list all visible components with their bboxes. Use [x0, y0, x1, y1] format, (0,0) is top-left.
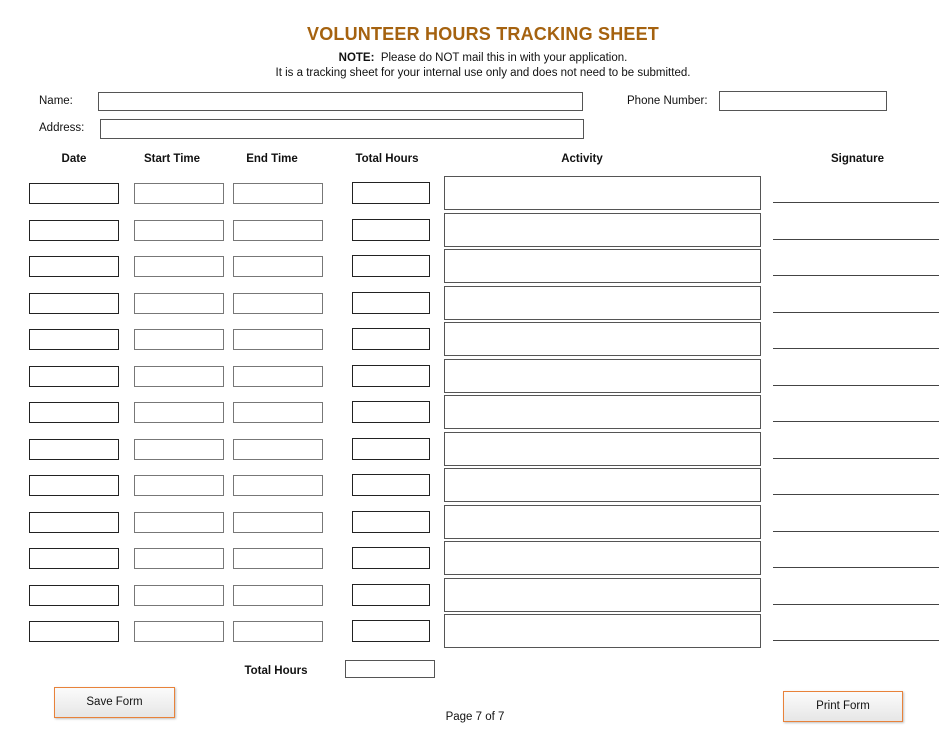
activity-input[interactable]	[444, 395, 761, 429]
start-time-input[interactable]	[134, 366, 224, 387]
start-time-input[interactable]	[134, 585, 224, 606]
signature-line[interactable]	[773, 385, 939, 386]
total-hours-field[interactable]	[345, 660, 435, 678]
total-hours-input[interactable]	[352, 401, 430, 423]
end-time-input[interactable]	[233, 256, 323, 277]
total-hours-label: Total Hours	[244, 665, 308, 677]
end-time-input[interactable]	[233, 329, 323, 350]
date-input[interactable]	[29, 220, 119, 241]
page-title: VOLUNTEER HOURS TRACKING SHEET	[306, 24, 660, 44]
activity-input[interactable]	[444, 176, 761, 210]
signature-line[interactable]	[773, 239, 939, 240]
col-header-date: Date	[61, 153, 87, 165]
start-time-input[interactable]	[134, 475, 224, 496]
end-time-input[interactable]	[233, 585, 323, 606]
signature-line[interactable]	[773, 531, 939, 532]
activity-input[interactable]	[444, 614, 761, 648]
end-time-input[interactable]	[233, 512, 323, 533]
date-input[interactable]	[29, 548, 119, 569]
signature-line[interactable]	[773, 275, 939, 276]
date-input[interactable]	[29, 512, 119, 533]
total-hours-input[interactable]	[352, 438, 430, 460]
start-time-input[interactable]	[134, 621, 224, 642]
total-hours-input[interactable]	[352, 511, 430, 533]
col-header-total-hours: Total Hours	[355, 153, 419, 165]
name-label: Name:	[39, 95, 73, 107]
col-header-signature: Signature	[830, 153, 885, 165]
start-time-input[interactable]	[134, 329, 224, 350]
total-hours-input[interactable]	[352, 620, 430, 642]
end-time-input[interactable]	[233, 548, 323, 569]
activity-input[interactable]	[444, 541, 761, 575]
col-header-activity: Activity	[561, 153, 603, 165]
page-number: Page 7 of 7	[445, 711, 505, 723]
address-label: Address:	[39, 122, 85, 134]
total-hours-input[interactable]	[352, 547, 430, 569]
end-time-input[interactable]	[233, 475, 323, 496]
start-time-input[interactable]	[134, 293, 224, 314]
start-time-input[interactable]	[134, 548, 224, 569]
date-input[interactable]	[29, 366, 119, 387]
activity-input[interactable]	[444, 322, 761, 356]
start-time-input[interactable]	[134, 183, 224, 204]
activity-input[interactable]	[444, 432, 761, 466]
date-input[interactable]	[29, 621, 119, 642]
signature-line[interactable]	[773, 458, 939, 459]
total-hours-input[interactable]	[352, 584, 430, 606]
date-input[interactable]	[29, 256, 119, 277]
date-input[interactable]	[29, 329, 119, 350]
save-form-button[interactable]: Save Form	[54, 687, 175, 718]
note-line-1	[0, 52, 950, 64]
start-time-input[interactable]	[134, 256, 224, 277]
signature-line[interactable]	[773, 348, 939, 349]
signature-line[interactable]	[773, 604, 939, 605]
date-input[interactable]	[29, 402, 119, 423]
total-hours-input[interactable]	[352, 255, 430, 277]
activity-input[interactable]	[444, 286, 761, 320]
signature-line[interactable]	[773, 494, 939, 495]
total-hours-input[interactable]	[352, 182, 430, 204]
date-input[interactable]	[29, 439, 119, 460]
activity-input[interactable]	[444, 505, 761, 539]
date-input[interactable]	[29, 183, 119, 204]
end-time-input[interactable]	[233, 293, 323, 314]
end-time-input[interactable]	[233, 183, 323, 204]
activity-input[interactable]	[444, 578, 761, 612]
signature-line[interactable]	[773, 421, 939, 422]
end-time-input[interactable]	[233, 220, 323, 241]
date-input[interactable]	[29, 475, 119, 496]
col-header-end-time: End Time	[246, 153, 298, 165]
address-field[interactable]	[100, 119, 584, 139]
activity-input[interactable]	[444, 359, 761, 393]
end-time-input[interactable]	[233, 439, 323, 460]
name-field[interactable]	[98, 92, 583, 111]
start-time-input[interactable]	[134, 220, 224, 241]
signature-line[interactable]	[773, 312, 939, 313]
start-time-input[interactable]	[134, 402, 224, 423]
total-hours-input[interactable]	[352, 292, 430, 314]
total-hours-input[interactable]	[352, 365, 430, 387]
print-form-button[interactable]: Print Form	[783, 691, 903, 722]
date-input[interactable]	[29, 585, 119, 606]
activity-input[interactable]	[444, 249, 761, 283]
start-time-input[interactable]	[134, 512, 224, 533]
note-text-1: Please do NOT mail this in with your application.	[380, 52, 628, 64]
end-time-input[interactable]	[233, 366, 323, 387]
phone-field[interactable]	[719, 91, 887, 111]
total-hours-input[interactable]	[352, 474, 430, 496]
total-hours-input[interactable]	[352, 328, 430, 350]
activity-input[interactable]	[444, 213, 761, 247]
note-label: NOTE:	[338, 52, 375, 64]
signature-line[interactable]	[773, 567, 939, 568]
signature-line[interactable]	[773, 202, 939, 203]
col-header-start-time: Start Time	[143, 153, 201, 165]
phone-label: Phone Number:	[627, 95, 708, 107]
end-time-input[interactable]	[233, 402, 323, 423]
start-time-input[interactable]	[134, 439, 224, 460]
signature-line[interactable]	[773, 640, 939, 641]
end-time-input[interactable]	[233, 621, 323, 642]
activity-input[interactable]	[444, 468, 761, 502]
note-line-2: It is a tracking sheet for your internal use only and does not need to be submitted.	[275, 67, 691, 79]
date-input[interactable]	[29, 293, 119, 314]
total-hours-input[interactable]	[352, 219, 430, 241]
